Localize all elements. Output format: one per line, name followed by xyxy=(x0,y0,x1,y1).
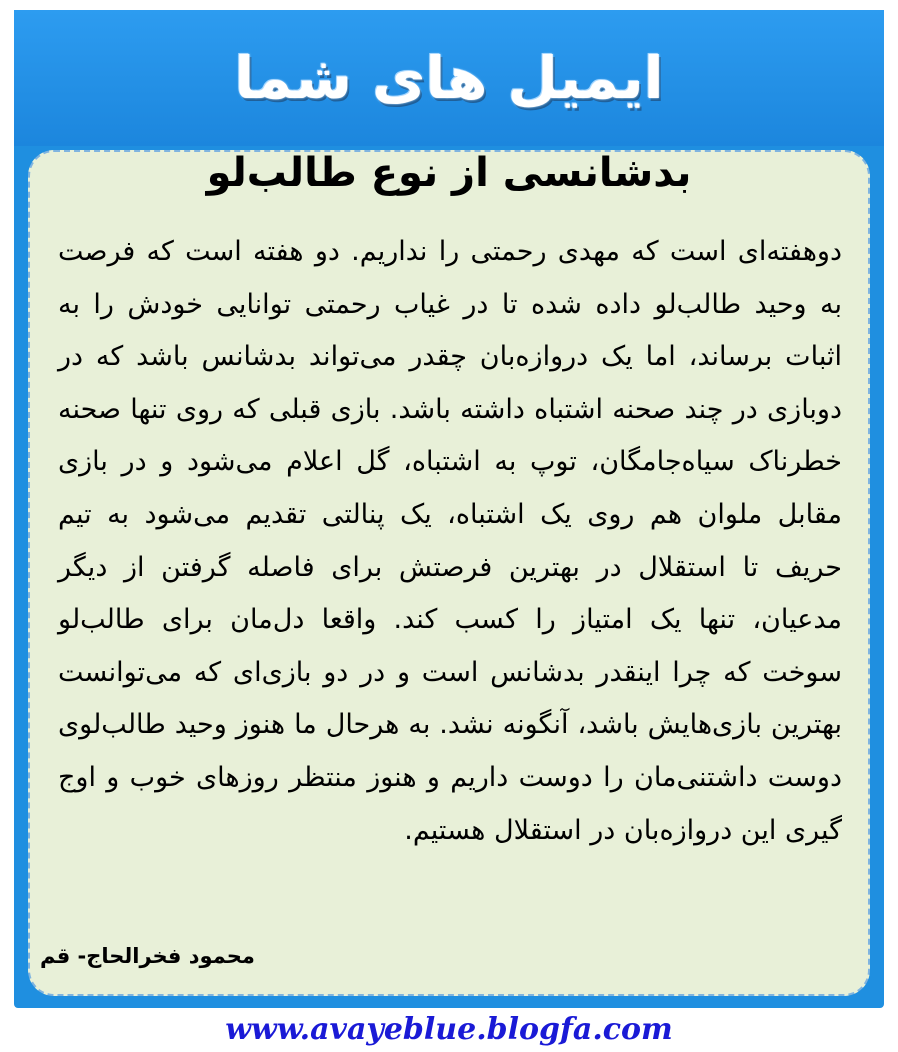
blog-url-link[interactable]: www.avayeblue.blogfa.com xyxy=(225,1012,673,1047)
article-title: بدشانسی از نوع طالب‌لو xyxy=(206,150,692,196)
section-title: ایمیل های شما xyxy=(234,44,664,112)
section-header xyxy=(14,10,884,146)
article-author: محمود فخرالحاج- قم xyxy=(40,944,255,968)
article-body: دوهفته‌ای است که مهدی رحمتی را نداریم. دو هفته است که فرصت به وحید طالب‌لو داده شده تا در غیاب رحمتی توانایی خودش را به اثبات برساند، اما یک دروازه‌بان چقدر می‌تواند بدشانس باشد که در دوبازی در چند صحنه اشتباه داشته باشد. بازی قبلی که روی تنها صحنه خطرناک سیاه‌جامگان، توپ به اشتباه، گل اعلام می‌شود و در بازی مقابل ملوان هم روی یک اشتباه، یک پنالتی تقدیم می‌شود به تیم حریف تا استقلال در بهترین فرصتش برای فاصله گرفتن از دیگر مدعیان، تنها یک امتیاز را کسب کند. واقعا دل‌مان برای طالب‌لو سوخت که چرا اینقدر بدشانس است و در دو بازی‌ای که می‌توانست بهترین بازی‌هایش باشد، آنگونه نشد. به هرحال ما هنوز وحید طالب‌لوی دوست داشتنی‌مان را دوست داریم و هنوز منتظر روزهای خوب و اوج گیری این دروازه‌بان در استقلال هستیم. xyxy=(58,236,842,846)
